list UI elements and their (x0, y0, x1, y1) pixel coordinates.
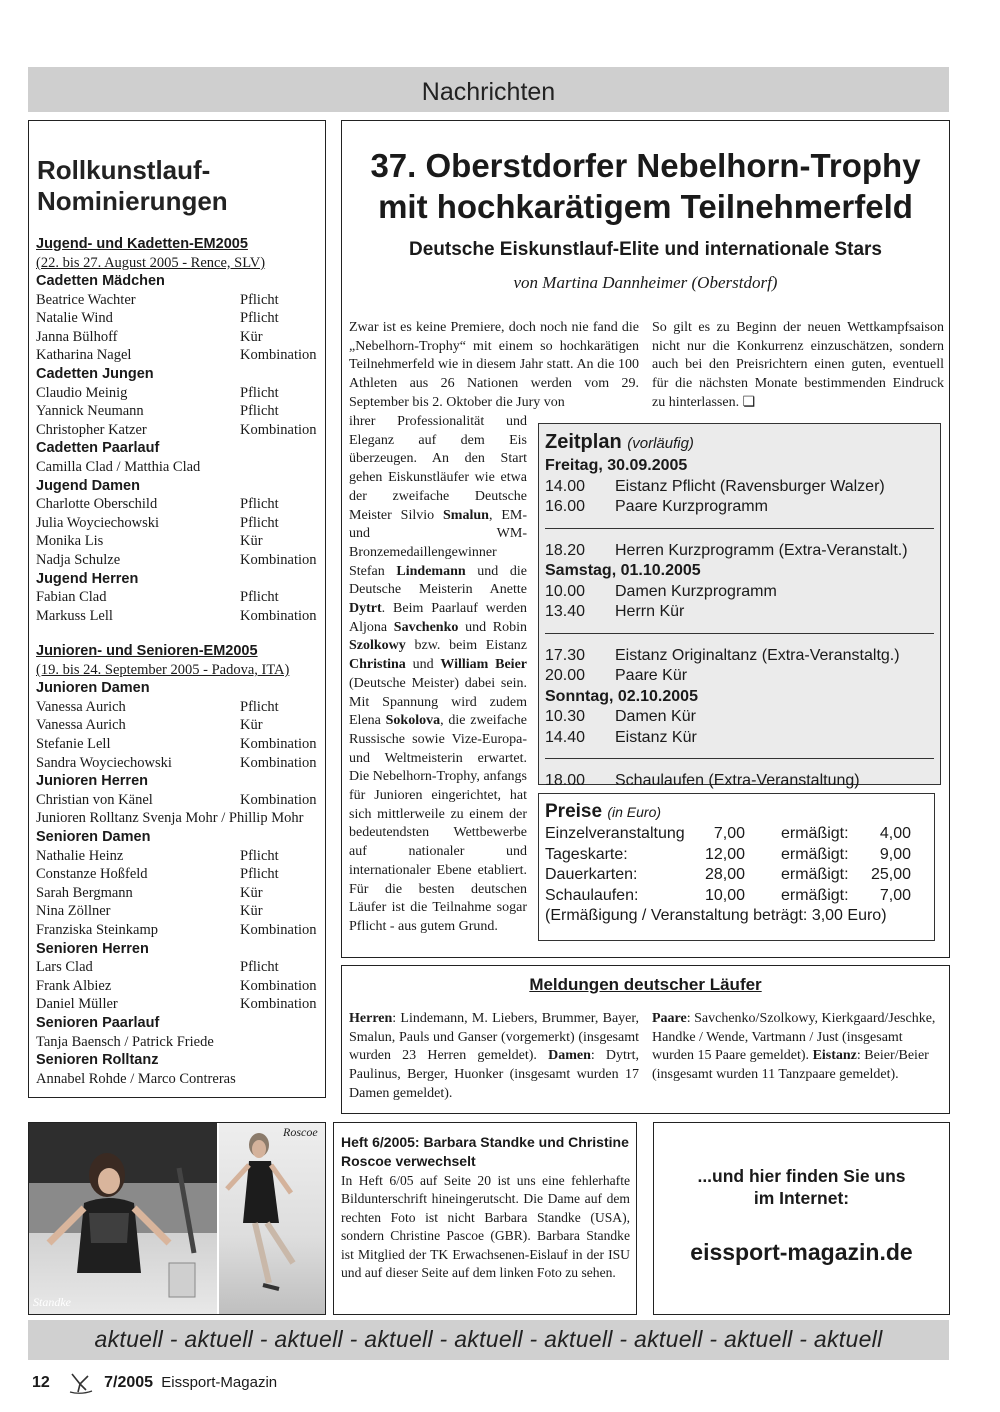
category-heading: Junioren Herren (36, 773, 148, 790)
price-label: Einzelveranstaltung (545, 825, 685, 842)
nominee-discipline: Pflicht (240, 384, 279, 401)
athlete-name: Smalun (443, 507, 489, 523)
website-link[interactable]: eissport-magazin.de (690, 1239, 913, 1265)
nominee-row (36, 588, 321, 607)
category-heading: Senioren Damen (36, 829, 151, 846)
nominee-row (36, 607, 321, 626)
event-name: Schaulaufen (Extra-Veranstaltung) (615, 772, 860, 789)
reduced-label: ermäßigt: (781, 825, 849, 842)
reduced-label: ermäßigt: (781, 866, 849, 883)
nominee-row (36, 384, 321, 403)
schedule-event (545, 646, 934, 667)
nominee-name: Janna Bülhoff (36, 328, 118, 345)
nominee-name: Franziska Steinkamp (36, 922, 159, 938)
nominee-name: Sandra Woyciechowski (36, 754, 172, 771)
article-box (341, 120, 950, 958)
athlete-name: Christina (349, 657, 406, 673)
nominee-discipline: Kür (240, 903, 263, 920)
price-label: Tageskarte: (545, 845, 628, 863)
schedule-day: Freitag, 30.09.2005 (545, 457, 688, 474)
schedule-title: Zeitplan (vorläufig) (545, 431, 694, 453)
schedule-event (545, 707, 934, 728)
nominee-row (36, 958, 321, 977)
nominee-name: Beatrice Wachter (36, 291, 136, 308)
event-name: Herren Kurzprogramm (Extra-Veranstalt.) (615, 541, 908, 559)
article-headline: 37. Oberstdorfer Nebelhorn-Trophy mit hochkarätigem Teilnehmerfeld (370, 147, 921, 225)
event-time: 20.00 (545, 667, 586, 684)
nominee-discipline: Pflicht (240, 847, 279, 864)
schedule-day: Sonntag, 02.10.2005 (545, 687, 698, 705)
nominee-discipline: Kür (240, 717, 263, 734)
nominee-row (36, 1070, 321, 1089)
nominee-name: Katharina Nagel (36, 347, 132, 364)
event-time: 13.40 (545, 603, 586, 620)
magazine-name: Eissport-Magazin (161, 1373, 278, 1391)
event-time: 17.30 (545, 646, 586, 664)
category-heading: Senioren Paarlauf (36, 1014, 160, 1031)
nominee-name: Monika Lis (36, 533, 104, 550)
nominee-row (36, 421, 321, 440)
nominee-row (36, 532, 321, 551)
nominee-discipline: Pflicht (240, 698, 279, 715)
photo-roscoe (219, 1123, 326, 1314)
event-name: Eistanz Originaltanz (Extra-Veranstaltg.) (615, 646, 900, 664)
nominee-name: Claudio Meinig (36, 384, 128, 401)
event-time: 10.00 (545, 582, 586, 600)
price-label: Dauerkarten: (545, 866, 638, 883)
nominee-discipline: Kombination (240, 607, 317, 624)
nominee-row (36, 791, 321, 810)
nominee-name: Junioren Rolltanz Svenja Mohr / Phillip Mohr (36, 810, 304, 827)
nominee-row (36, 346, 321, 365)
nominee-discipline: Kür (240, 533, 263, 550)
skater-logo-icon (68, 1372, 94, 1394)
nominee-row (36, 995, 321, 1014)
nominee-discipline: Kombination (240, 977, 317, 994)
category-heading: Cadetten Mädchen (36, 273, 165, 289)
price-row (545, 886, 930, 907)
reduced-value: 7,00 (879, 886, 911, 904)
price-label: Schaulaufen: (545, 886, 639, 904)
schedule-event (545, 666, 934, 687)
prices-box (538, 793, 935, 941)
schedule-event (545, 602, 934, 623)
nominee-discipline: Kombination (240, 736, 317, 753)
schedule-day: Samstag, 01.10.2005 (545, 562, 701, 579)
nominee-discipline: Pflicht (240, 403, 279, 420)
reduced-label: ermäßigt: (781, 886, 849, 904)
registrations-title: Meldungen deutscher Läufer (529, 975, 762, 994)
price-row (545, 865, 930, 886)
nominee-row (36, 309, 321, 328)
nominee-row (36, 735, 321, 754)
page-number: 12 (32, 1373, 50, 1391)
skater-left-image (29, 1123, 217, 1314)
nominee-name: Tanja Baensch / Patrick Friede (36, 1033, 214, 1050)
registrations-box (341, 965, 950, 1114)
nominee-discipline: Kombination (240, 754, 317, 771)
nominee-name: Nadja Schulze (36, 551, 121, 568)
athlete-name: Sokolova (385, 713, 441, 729)
nominee-name: Frank Albiez (36, 977, 112, 994)
internet-box (653, 1122, 950, 1315)
reduced-value: 9,00 (879, 845, 911, 863)
nominee-discipline: Pflicht (240, 514, 279, 531)
nominee-name: Julia Woyciechowski (36, 514, 160, 531)
nominee-name: Constanze Hoßfeld (36, 866, 148, 883)
athlete-name: Szolkowy (349, 638, 406, 654)
event-name: Eistanz Pflicht (Ravensburger Walzer) (615, 477, 885, 495)
article-byline: von Martina Dannheimer (Oberstdorf) (513, 273, 778, 292)
nominee-row (36, 865, 321, 884)
section-title: Nachrichten (421, 78, 556, 106)
event-time: 14.00 (545, 477, 586, 495)
nominee-name: Natalie Wind (36, 310, 113, 327)
nominee-name: Annabel Rohde / Marco Contreras (36, 1070, 236, 1087)
event-name: Herrn Kür (615, 603, 685, 620)
nominee-name: Markuss Lell (36, 607, 113, 624)
price-value: 28,00 (704, 866, 745, 883)
nominee-row (36, 291, 321, 310)
section-header (28, 67, 949, 112)
category-heading: Jugend Herren (36, 570, 139, 587)
nominee-row (36, 458, 321, 477)
nominations-box (28, 120, 326, 1098)
schedule-event (545, 541, 934, 562)
nominee-name: Charlotte Oberschild (36, 496, 158, 513)
category-heading: Cadetten Jungen (36, 365, 154, 382)
nominee-name: Yannick Neumann (36, 403, 144, 420)
registrations-col2: Paare: Savchenko/Szolkowy, Kierkgaard/Jeschke, Handke / Wende, Vartmann / Just (insgesamt wurden 15 Paare gemeldet). Eistanz: Beier/Beier (insgesamt wurden 11 Tanzpaare gemeldet). (652, 1011, 936, 1083)
article-text-col1-top: Zwar ist es keine Premiere, doch noch nie fand die „Nebelhorn-Trophy“ mit einem so hochkarätigen Teilnehmerfeld wie in diesem Jahr statt. An die 100 Athleten aus 26 Nationen werden vom 29. September bis 2. Oktober die Jury von (349, 320, 639, 410)
nominee-discipline: Pflicht (240, 496, 279, 513)
nominee-discipline: Kombination (240, 421, 317, 438)
section-dates: (19. bis 24. September 2005 - Padova, ITA) (36, 662, 290, 679)
nominee-row (36, 884, 321, 903)
reduced-label: ermäßigt: (781, 845, 849, 863)
schedule-event (545, 728, 934, 749)
schedule-divider (545, 758, 934, 759)
nominee-discipline: Pflicht (240, 310, 279, 327)
nominee-name: Christopher Katzer (36, 421, 147, 438)
nominee-discipline: Pflicht (240, 589, 279, 606)
athlete-name: Dytrt (349, 601, 382, 617)
correction-text: In Heft 6/05 auf Seite 20 ist uns eine fehlerhafte Bildunterschrift hineingerutscht. Die Dame auf dem rechten Foto ist nicht Barbara Standke (USA), sondern Christine Pascoe (GBR). Barbara Standke ist Mitglied der TK Erwachsenen-Eislauf in der ISU und auf dieser Seite auf dem linken Foto zu sehen. (341, 1173, 630, 1281)
nominee-row (36, 921, 321, 940)
event-name: Damen Kür (615, 708, 696, 725)
nominee-name: Vanessa Aurich (36, 698, 126, 715)
price-value: 12,00 (704, 845, 745, 863)
event-name: Damen Kurzprogramm (615, 582, 777, 600)
nominee-name: Lars Clad (36, 959, 93, 976)
page-footer (32, 1372, 277, 1394)
section-dates: (22. bis 27. August 2005 - Rence, SLV) (36, 255, 266, 271)
nominee-name: Sarah Bergmann (36, 884, 133, 901)
nominee-name: Vanessa Aurich (36, 717, 126, 734)
event-name: Paare Kür (615, 667, 688, 684)
photo-caption-left: Standke (33, 1295, 71, 1309)
schedule-divider (545, 633, 934, 634)
nominee-discipline: Kür (240, 884, 263, 901)
schedule-list (545, 456, 934, 792)
nominee-name: Christian von Känel (36, 791, 153, 808)
section-jugend-kadetten (33, 235, 321, 625)
nominee-discipline: Pflicht (240, 866, 279, 883)
price-row (545, 845, 930, 866)
prices-title: Preise (in Euro) (545, 801, 662, 822)
schedule-event (545, 497, 934, 518)
event-time: 18.00 (545, 772, 586, 789)
category-heading: Senioren Herren (36, 940, 149, 957)
correction-title: Heft 6/2005: Barbara Standke und Christine Roscoe verwechselt (341, 1134, 629, 1169)
nominee-discipline: Kombination (240, 551, 317, 568)
schedule-divider (545, 528, 934, 529)
nominee-row (36, 977, 321, 996)
nominee-discipline: Kombination (240, 922, 317, 938)
prices-list (545, 824, 930, 906)
nominee-name: Camilla Clad / Matthia Clad (36, 458, 201, 475)
nominee-name: Daniel Müller (36, 996, 118, 1013)
nominee-row (36, 551, 321, 570)
nominee-row (36, 847, 321, 866)
price-row (545, 824, 930, 845)
nominee-row (36, 402, 321, 421)
event-name: Paare Kurzprogramm (615, 498, 768, 515)
athlete-name: Savchenko (393, 619, 459, 635)
prices-footnote: (Ermäßigung / Veranstaltung beträgt: 3,00 Euro) (545, 907, 887, 924)
category-heading: Senioren Rolltanz (36, 1052, 159, 1069)
nominee-row (36, 716, 321, 735)
aktuell-strip: aktuell - aktuell - aktuell - aktuell - aktuell - aktuell - aktuell - aktuell - aktuell (28, 1320, 949, 1360)
schedule-event (545, 582, 934, 603)
section-junioren-senioren (33, 642, 321, 1088)
registrations-col1: Herren: Lindemann, M. Liebers, Brummer, Bayer, Smalun, Pauls und Ganser (vorgemerkt) (insgesamt wurden 23 Herren gemeldet). Damen: Dytrt, Paulinus, Berger, Huonker (insgesamt wurden 17 Damen gemeldet). (349, 1011, 639, 1101)
nominee-discipline: Kombination (240, 996, 317, 1013)
section-title: Jugend- und Kadetten-EM2005 (36, 236, 248, 252)
schedule-event (545, 771, 934, 792)
category-heading: Junioren Damen (36, 680, 150, 697)
internet-text: ...und hier finden Sie uns im Internet: (697, 1166, 906, 1208)
article-subheadline: Deutsche Eiskunstlauf-Elite und internationale Stars (409, 239, 882, 260)
athlete-name: William Beier (440, 657, 527, 673)
category-heading: Jugend Damen (36, 477, 140, 494)
nominee-row (36, 754, 321, 773)
event-time: 16.00 (545, 498, 586, 515)
nominee-discipline: Kombination (240, 347, 317, 364)
price-value: 7,00 (713, 825, 745, 842)
event-time: 14.40 (545, 728, 586, 746)
nominee-name: Nina Zöllner (36, 903, 111, 920)
athlete-name: Lindemann (396, 563, 466, 579)
article-text-col2: So gilt es zu Beginn der neuen Wettkampfsaison nicht nur die Konkurrenz einzuschätzen, sondern auch bei den Preisrichtern einen guten, eventuell für die nächsten Monate bestimmenden Eindruck zu hinterlassen. ❏ (652, 320, 944, 410)
nominations-title: Rollkunstlauf- Nominierungen (37, 155, 228, 216)
nominee-row (36, 809, 321, 828)
nominee-name: Nathalie Heinz (36, 847, 124, 864)
nominee-row (36, 514, 321, 533)
nominee-row (36, 698, 321, 717)
article-text-col1: ihrer Professionalität und Eleganz auf dem Eis überzeugen. An den Start gehen Eiskunstläufer wie etwa der zweifache Deutsche Meister Silvio Smalun, EM- und WM-Bronzemedaillengewinner Stefan Lindemann und die Deutsche Meisterin Anette Dytrt. Beim Paarlauf werden Aljona Savchenko und Robin Szolkowy bzw. beim Eistanz Christina und William Beier (Deutsche Meister) dabei sein. Mit Spannung wird zudem Elena Sokolova, die zweifache Russische sowie Vize-Europa- und Weltmeisterin erwartet. Die Nebelhorn-Trophy, anfangs für Junioren eingerichtet, hat sich mittlerweile zu einem der bedeutendsten Wettbewerbe auf nationaler und internationaler Ebene etabliert. Für die besten deutschen Läufer ist die Teilnahme sogar Pflicht - aus gutem Grund. (349, 414, 527, 934)
photos-box (28, 1122, 326, 1315)
schedule-event (545, 477, 934, 498)
reduced-value: 4,00 (879, 825, 911, 842)
photo-caption-right: Roscoe (283, 1125, 318, 1139)
nominee-name: Stefanie Lell (36, 736, 111, 753)
nominee-row (36, 1033, 321, 1052)
nominee-name: Fabian Clad (36, 589, 107, 606)
section-title: Junioren- und Senioren-EM2005 (36, 643, 258, 660)
nominee-discipline: Kombination (240, 791, 317, 808)
photo-standke (29, 1123, 217, 1314)
event-time: 18.20 (545, 541, 586, 559)
nominee-discipline: Pflicht (240, 959, 279, 976)
event-time: 10.30 (545, 708, 586, 725)
event-name: Eistanz Kür (615, 728, 697, 746)
nominee-discipline: Pflicht (240, 291, 279, 308)
schedule-box (538, 423, 941, 789)
issue-number: 7/2005 (104, 1373, 154, 1391)
nominee-row (36, 495, 321, 514)
skater-right-image (219, 1123, 326, 1314)
correction-box (333, 1122, 637, 1315)
price-value: 10,00 (704, 886, 745, 904)
nominee-row (36, 902, 321, 921)
nominee-row (36, 328, 321, 347)
reduced-value: 25,00 (870, 866, 911, 883)
nominee-discipline: Kür (240, 328, 263, 345)
category-heading: Cadetten Paarlauf (36, 440, 160, 457)
